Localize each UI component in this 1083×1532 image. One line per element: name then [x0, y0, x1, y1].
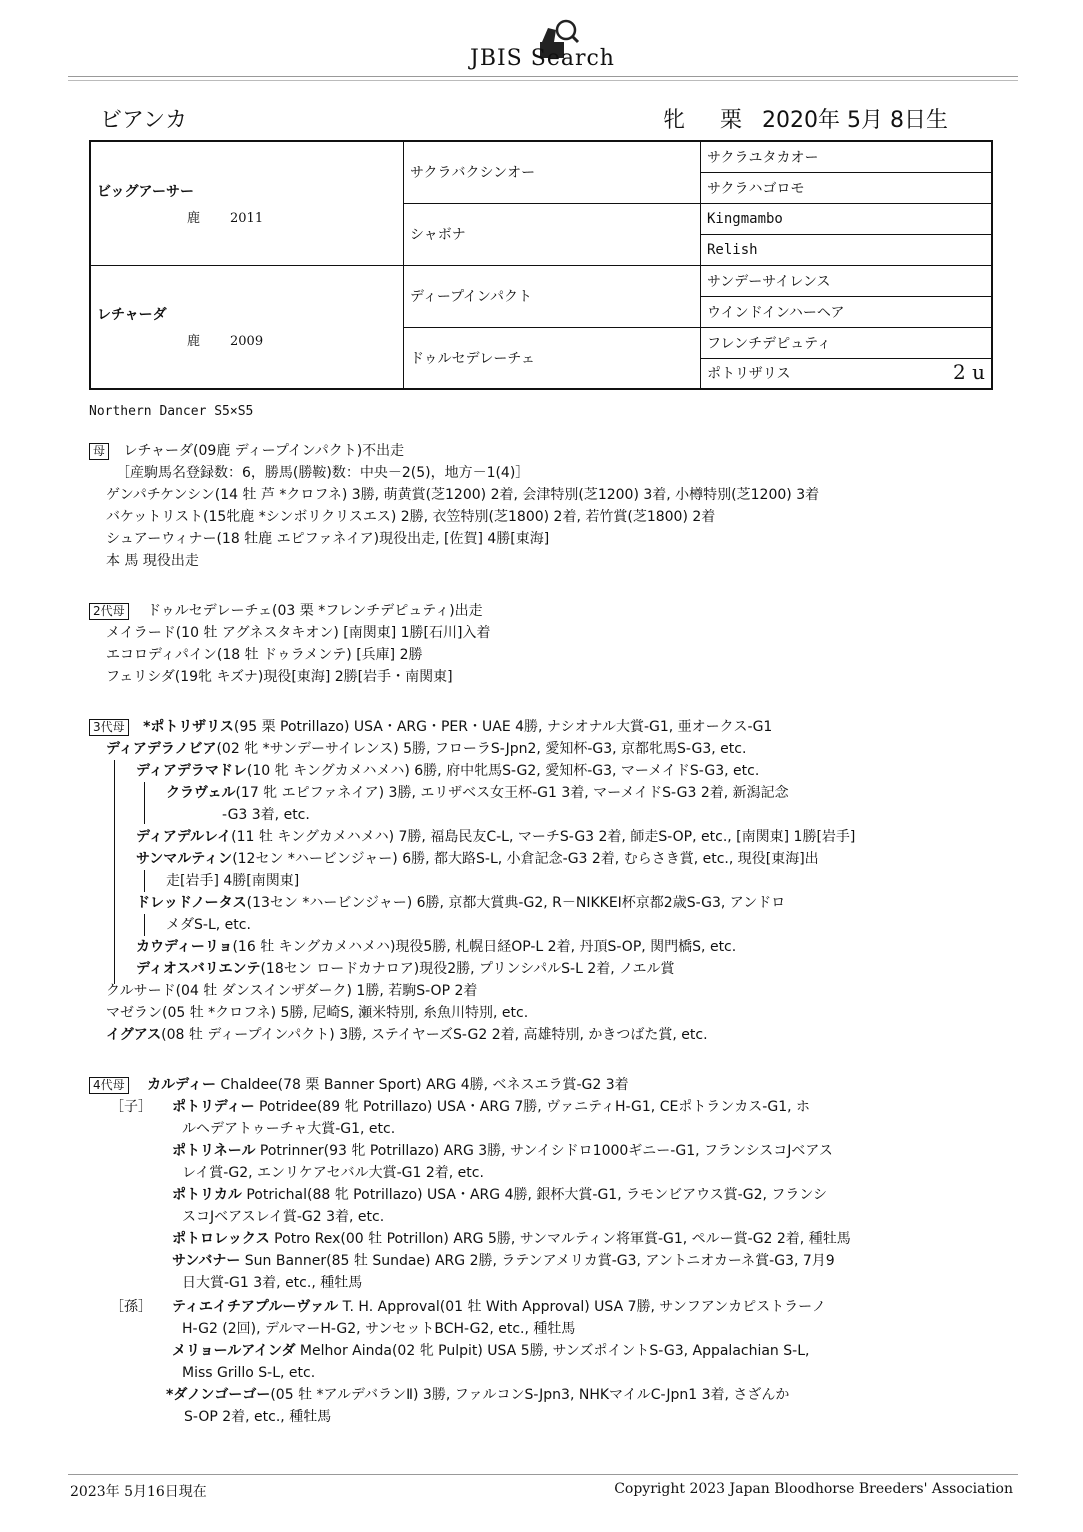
- g4-item-rest: Potro Rex(00 牡 Potrillon) ARG 5勝, サンマルティン将軍賞-G1, ペルー賞-G2 2着, 種牡馬: [269, 1231, 851, 1247]
- g3-item-rest: メダS-L, etc.: [166, 917, 251, 933]
- g3-item-rest: (11 牡 キングカメハメハ) 7勝, 福島民友C-L, マーチS-G3 2着, 師走S-OP, etc., [南関東] 1勝[岩手]: [231, 829, 856, 845]
- dam-cell: [90, 265, 404, 389]
- g3-heading: [89, 716, 772, 738]
- g2-line: メイラード(10 牡 アグネスタキオン) [南関東] 1勝[石川]入着: [106, 625, 491, 641]
- g3-item: [136, 848, 819, 870]
- g4-item-name: ポトリネール: [172, 1143, 256, 1159]
- g3-item-rest: (08 牡 ディープインパクト) 3勝, ステイヤーズS-G2 2着, 高雄特別, かきつばた賞, etc.: [161, 1027, 708, 1043]
- horse-name: ビアンカ: [100, 108, 188, 133]
- g4-item-rest: Potrinner(93 牝 Potrillazo) ARG 3勝, サンイシドロ1000ギニー-G1, フランシスコJベアス: [255, 1143, 833, 1159]
- import-flag: 2 u: [953, 360, 985, 385]
- g3-item: [166, 870, 299, 892]
- dam-line: ［産駒馬名登録数：6，勝馬(勝鞍)数：中央－2(5)，地方－1(4)］: [116, 465, 530, 481]
- g3-item-rest: (12セン *ハービンジャー) 6勝, 都大路S-L, 小倉記念-G3 2着, むらさき賞, etc., 現役[東海]出: [232, 851, 819, 867]
- g4-item-rest: 日大賞-G1 3着, etc., 種牡馬: [182, 1275, 363, 1291]
- g4-item-rest: Sun Banner(85 牡 Sundae) ARG 2勝, ラテンアメリカ賞-G3, アントニオカーネ賞-G3, 7月9: [240, 1253, 835, 1269]
- g3-head-name: *ポトリザリス: [143, 719, 234, 735]
- g4-item: [172, 1296, 826, 1318]
- g4-item: [182, 1318, 575, 1340]
- g4-item-name: ポトリカル: [172, 1187, 242, 1203]
- g3-item-name: イグアス: [106, 1027, 162, 1043]
- g4-item: [172, 1184, 827, 1206]
- g4-grand-label: ［孫］: [110, 1299, 152, 1315]
- g4-item-rest: S-OP 2着, etc., 種牡馬: [184, 1409, 332, 1425]
- g4-item-rest: (05 牡 *アルデバランⅡ) 3勝, ファルコンS-Jpn3, NHKマイルC-Jpn1 3着, さざんか: [270, 1387, 790, 1403]
- sex-color: 牝 栗: [663, 108, 756, 133]
- g3-item: [106, 738, 746, 760]
- g4-item-name: ポトリディー: [172, 1099, 255, 1115]
- dam-line: 本 馬 現役出走: [106, 553, 199, 569]
- g4-item: [182, 1362, 315, 1384]
- g4-item: [172, 1250, 835, 1272]
- logo-text: JBIS Search: [470, 46, 615, 71]
- g3-item-name: ディオスバリエンテ: [136, 961, 261, 977]
- g3-item-name: クラヴェル: [166, 785, 236, 801]
- g4-item: [182, 1272, 362, 1294]
- dam-name: レチャーダ: [97, 307, 167, 324]
- footer-date: 2023年 5月16日現在: [70, 1484, 207, 1500]
- g3-item: [106, 1002, 528, 1024]
- g4-item: [182, 1162, 484, 1184]
- g3-item-name: カウディーリョ: [136, 939, 233, 955]
- dam-line: ゲンパチケンシン(14 牡 芦 *クロフネ) 3勝, 萌黄賞(芝1200) 2着, 会津特別(芝1200) 3着, 小樽特別(芝1200) 3着: [106, 487, 820, 503]
- gen3-cell: サクラハゴロモ: [701, 172, 993, 203]
- dam-label: 母: [89, 443, 109, 460]
- lineage-bar: [144, 914, 145, 936]
- g2-label: 2代母: [89, 603, 129, 620]
- g3-item: [106, 980, 477, 1002]
- gen3-cell: Kingmambo: [701, 203, 993, 234]
- g3-item-rest: (10 牝 キングカメハメハ) 6勝, 府中牝馬S-G2, 愛知杯-G3, マーメイドS-G3, etc.: [246, 763, 760, 779]
- g2-line: エコロディパイン(18 牡 ドゥラメンテ) [兵庫] 2勝: [106, 647, 423, 663]
- sire-year: 2011: [230, 210, 264, 226]
- footer-copyright: Copyright 2023 Japan Bloodhorse Breeders' Association: [614, 1481, 1013, 1497]
- g4-item-rest: Potridee(89 牝 Potrillazo) USA・ARG 7勝, ヴァニティH-G1, CEポトランカス-G1, ホ: [254, 1099, 811, 1115]
- g4-item-name: サンバナー: [172, 1253, 241, 1269]
- gen2-cell: ドゥルセデレーチェ: [404, 327, 701, 389]
- sire-cell: [90, 141, 404, 265]
- g4-item-rest: ルヘデアトゥーチャ大賞-G1, etc.: [182, 1121, 396, 1137]
- g3-item-rest: 走[岩手] 4勝[南関東]: [166, 873, 300, 889]
- gen2-cell: サクラバクシンオー: [404, 141, 701, 203]
- g3-item-name: ドレッドノータス: [136, 895, 247, 911]
- g4-item-name: ポトロレックス: [172, 1231, 270, 1247]
- g4-item-rest: H-G2 (2回), デルマーH-G2, サンセットBCH-G2, etc., 種牡馬: [182, 1321, 576, 1337]
- g4-item: [172, 1340, 809, 1362]
- g3-item: [136, 760, 759, 782]
- g3-item-rest: マゼラン(05 牡 *クロフネ) 5勝, 尼崎S, 瀬米特別, 糸魚川特別, etc.: [106, 1005, 529, 1021]
- lineage-bar: [114, 760, 115, 984]
- g3-item-name: ディアデルレイ: [136, 829, 232, 845]
- g4-item: [184, 1406, 331, 1428]
- dam-line: バケットリスト(15牝鹿 *シンボリクリスエス) 2勝, 衣笠特別(芝1800) 2着, 若竹賞(芝1800) 2着: [106, 509, 716, 525]
- g4-item-rest: Melhor Ainda(02 牝 Pulpit) USA 5勝, サンズポイントS-G3, Appalachian S-L,: [295, 1343, 810, 1359]
- g4-item: [172, 1140, 833, 1162]
- g4-item: [182, 1206, 384, 1228]
- pedigree-table: [89, 140, 993, 390]
- g3-item-name: ディアデラノビア: [106, 741, 217, 757]
- g3-item-rest: (18セン ロードカナロア)現役2勝, プリンシパルS-L 2着, ノエル賞: [260, 961, 675, 977]
- g4-item: [182, 1118, 395, 1140]
- jbis-logo: [470, 16, 640, 76]
- gen3-cell: サクラユタカオー: [701, 141, 993, 172]
- g4-item-rest: スコJベアスレイ賞-G2 3着, etc.: [182, 1209, 385, 1225]
- g4-item-rest: Potrichal(88 牝 Potrillazo) USA・ARG 4勝, 銀杯大賞-G1, ラモンビアウス賞-G2, フランシ: [241, 1187, 828, 1203]
- g4-item-name: ティエイチアプルーヴァル: [172, 1299, 339, 1315]
- g4-child-label: ［子］: [110, 1099, 152, 1115]
- dam-line: シュアーウィナー(18 牡鹿 エピファネイア)現役出走, [佐賀] 4勝[東海]: [106, 531, 550, 547]
- dam-year: 2009: [230, 334, 264, 350]
- g4-item-name: メリョールアインダ: [172, 1343, 296, 1359]
- g3-item: [166, 914, 251, 936]
- gen3-name: ポトリザリス: [707, 366, 791, 383]
- gen3-cell: サンデーサイレンス: [701, 265, 993, 296]
- g4-label: 4代母: [89, 1077, 129, 1094]
- g3-item: [166, 782, 789, 804]
- gen3-cell: フレンチデピュティ: [701, 327, 993, 358]
- footer-rule: [68, 1474, 1018, 1475]
- g4-item-name: *ダノンゴーゴー: [166, 1387, 271, 1403]
- g3-item-rest: (16 牡 キングカメハメハ)現役5勝, 札幌日経OP-L 2着, 丹頂S-OP, 関門橋S, etc.: [232, 939, 737, 955]
- inbreeding-note: Northern Dancer S5×S5: [89, 404, 254, 419]
- header-rule: [68, 76, 1018, 77]
- g3-item: [136, 892, 785, 914]
- g4-item-rest: Miss Grillo S-L, etc.: [182, 1365, 316, 1381]
- g3-label: 3代母: [89, 719, 129, 736]
- g3-item: [106, 1024, 708, 1046]
- lineage-bar: [144, 870, 145, 892]
- dam-heading: [89, 440, 404, 462]
- g4-item: [166, 1384, 789, 1406]
- sire-color: 鹿: [187, 210, 201, 226]
- g3-item: [136, 936, 736, 958]
- g2-line: ドゥルセデレーチェ(03 栗 *フレンチデピュティ)出走: [147, 603, 483, 619]
- g3-item-rest: (13セン *ハービンジャー) 6勝, 京都大賞典-G2, R－NIKKEI杯京都2歳S-G3, アンドロ: [246, 895, 786, 911]
- g2-line: フェリシダ(19牝 キズナ)現役[東海] 2勝[岩手・南関東]: [106, 669, 453, 685]
- g3-item-rest: -G3 3着, etc.: [222, 807, 310, 823]
- g3-item-rest: クルサード(04 牡 ダンスインザダーク) 1勝, 若駒S-OP 2着: [106, 983, 478, 999]
- g4-item: [172, 1228, 851, 1250]
- dam-color: 鹿: [187, 334, 201, 350]
- birth-date: 2020年 5月 8日生: [762, 108, 948, 133]
- gen3-cell: ウインドインハーヘア: [701, 296, 993, 327]
- g3-item: [136, 958, 674, 980]
- gen3-cell: Relish: [701, 234, 993, 265]
- g3-item-name: サンマルティン: [136, 851, 233, 867]
- g3-item: [136, 826, 855, 848]
- g4-heading: [89, 1074, 629, 1096]
- g3-item-rest: (17 牝 エピファネイア) 3勝, エリザベス女王杯-G1 3着, マーメイドS-G3 2着, 新潟記念: [235, 785, 789, 801]
- g3-item: [222, 804, 310, 826]
- g4-head-rest: Chaldee(78 栗 Banner Sport) ARG 4勝, ベネスエラ賞-G2 3着: [215, 1077, 629, 1093]
- g3-head-rest: (95 栗 Potrillazo) USA・ARG・PER・UAE 4勝, ナシオナル大賞-G1, 亜オークス-G1: [233, 719, 773, 735]
- gen2-cell: シャボナ: [404, 203, 701, 265]
- g4-item-rest: レイ賞-G2, エンリケアセバル大賞-G1 2着, etc.: [182, 1165, 484, 1181]
- dam-line: レチャーダ(09鹿 ディープインパクト)不出走: [123, 443, 405, 459]
- gen3-cell: [701, 358, 993, 389]
- g4-head-name: カルディー: [147, 1077, 216, 1093]
- g4-item-rest: T. H. Approval(01 牡 With Approval) USA 7勝, サンフアンカピストラーノ: [338, 1299, 826, 1315]
- g3-item-rest: (02 牝 *サンデーサイレンス) 5勝, フローラS-Jpn2, 愛知杯-G3, 京都牝馬S-G3, etc.: [216, 741, 747, 757]
- gen2-cell: ディープインパクト: [404, 265, 701, 327]
- lineage-bar: [144, 782, 145, 824]
- g4-item: [172, 1096, 810, 1118]
- header-rule-2: [68, 80, 1018, 81]
- g3-item-name: ディアデラマドレ: [136, 763, 247, 779]
- g2-heading: [89, 600, 483, 622]
- sire-name: ビッグアーサー: [97, 183, 195, 200]
